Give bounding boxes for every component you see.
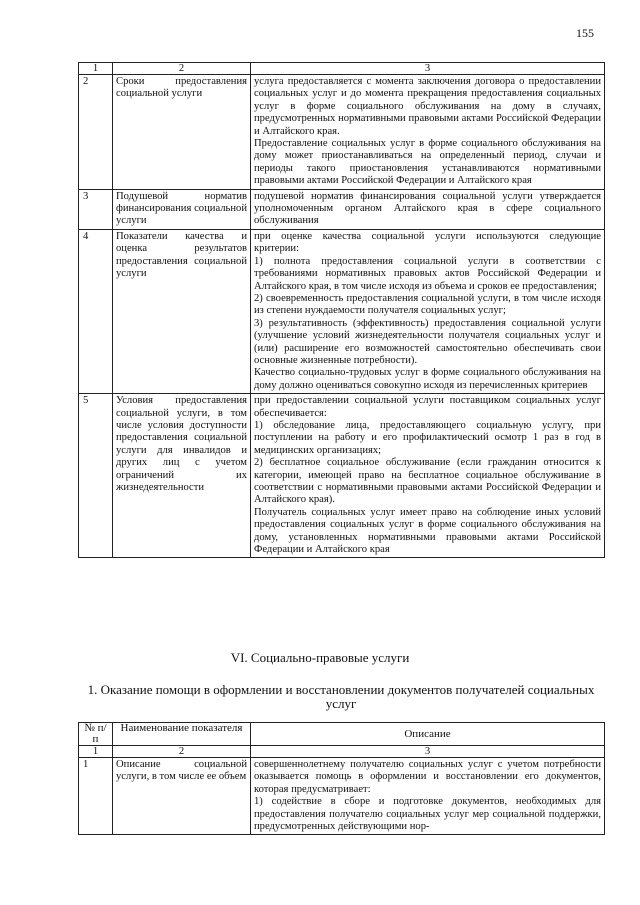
description-paragraph: Предоставление социальных услуг в форме социального обслуживания на дому может приостанавливаться на определенный период, случаи и периоды такого приостановления устанавливаются нормативными правовыми актами Российской Федерации и Алтайского края [254,138,601,187]
description-paragraph: 1) содействие в сборе и подготовке документов, необходимых для предоставления получателю социальных услуг мер социальной поддержки, предусмотренных действующими нор- [254,796,601,833]
indicator-name: Описание социальной услуги, в том числе ее объем [113,758,251,835]
description-paragraph: Качество социально-трудовых услуг в форме социального обслуживания на дому должно оцениваться совокупно исходя из перечисленных критериев [254,367,601,391]
indicator-name: Подушевой норматив финансирования социальной услуги [113,189,251,229]
indicator-name: Условия предоставления социальной услуги, в том числе условия доступности предоставления социальной услуги для инвалидов и других лиц с учетом ограничений их жизнедеятельности [113,394,251,558]
indicator-description [251,189,605,229]
indicator-description [251,75,605,190]
column-header: Описание [251,723,605,746]
row-number: 4 [79,229,113,393]
section-heading: VI. Социально-правовые услуги [230,650,410,665]
table-row [79,229,605,393]
column-number: 2 [113,63,251,75]
table-row [79,189,605,229]
continuation-table [78,62,605,558]
description-paragraph: Получатель социальных услуг имеет право на соблюдение иных условий предоставления социальных услуг в форме социального обслуживания на дому, установленных нормативными правовыми актами Российской Федерации и Алтайского края [254,506,601,556]
page-number: 155 [576,26,594,40]
description-paragraph: подушевой норматив финансирования социальной услуги утверждается уполномоченным органом Алтайского края в сфере социального обслуживания [254,190,601,227]
description-paragraph: 3) результативность (эффективность) предоставления социальной услуги (улучшение условий жизнедеятельности получателя социальных услуг и (или) расширение его возможностей самостоятельно обеспечивать свои основные жизненные потребности). [254,317,601,366]
description-paragraph: при предоставлении социальной услуги поставщиком социальных услуг обеспечивается: [254,395,601,419]
column-header-row [79,723,605,746]
column-header: № п/п [79,723,113,746]
description-paragraph: при оценке качества социальной услуги используются следующие критерии: [254,230,601,255]
indicator-description [251,394,605,558]
row-number: 5 [79,394,113,558]
column-number-row [79,746,605,758]
column-header: Наименование показателя [113,723,251,746]
column-number: 3 [251,746,605,758]
indicator-name: Сроки предоставления социальной услуги [113,75,251,190]
column-number: 3 [251,63,605,75]
description-paragraph: услуга предоставляется с момента заключения договора о предоставлении социальных услуг и до момента прекращения предоставления социальных услуг в форме социального обслуживания на дому в случаях, предусмотренных нормативными правовыми актами Российской Федерации и Алтайского края. [254,76,601,137]
row-number: 2 [79,75,113,190]
subsection-heading: 1. Оказание помощи в оформлении и восстановлении документов получателей социальных услуг [87,682,595,711]
column-number: 1 [79,746,113,758]
description-paragraph: 1) полнота предоставления социальной услуги в соответствии с требованиями нормативных правовых актов Российской Федерации и Алтайского края, в том числе исходя из объема и сроков ее предоставления; [254,255,601,292]
description-paragraph: 2) своевременность предоставления социальной услуги, в том числе исходя из степени нуждаемости получателя социальных услуг; [254,292,601,317]
column-number: 2 [113,746,251,758]
table-row [79,394,605,558]
table-row [79,758,605,835]
indicator-description [251,758,605,835]
description-paragraph: 2) бесплатное социальное обслуживание (если гражданин относится к категории, имеющей право на бесплатное социальное обслуживание в соответствии с нормативными правовыми актами Российской Федерации и Алтайского края). [254,457,601,506]
row-number: 1 [79,758,113,835]
row-number: 3 [79,189,113,229]
indicator-description [251,229,605,393]
description-paragraph: 1) обследование лица, предоставляющего социальную услугу, при поступлении на работу и его профилактический осмотр 1 раз в год в медицинских организациях; [254,419,601,456]
service-table [78,722,605,835]
indicator-name: Показатели качества и оценка результатов предоставления социальной услуги [113,229,251,393]
column-number-row [79,63,605,75]
description-paragraph: совершеннолетнему получателю социальных услуг с учетом потребности оказывается помощь в оформлении и восстановлении его документов, которая предусматривает: [254,759,601,795]
column-number: 1 [79,63,113,75]
table-row [79,75,605,190]
